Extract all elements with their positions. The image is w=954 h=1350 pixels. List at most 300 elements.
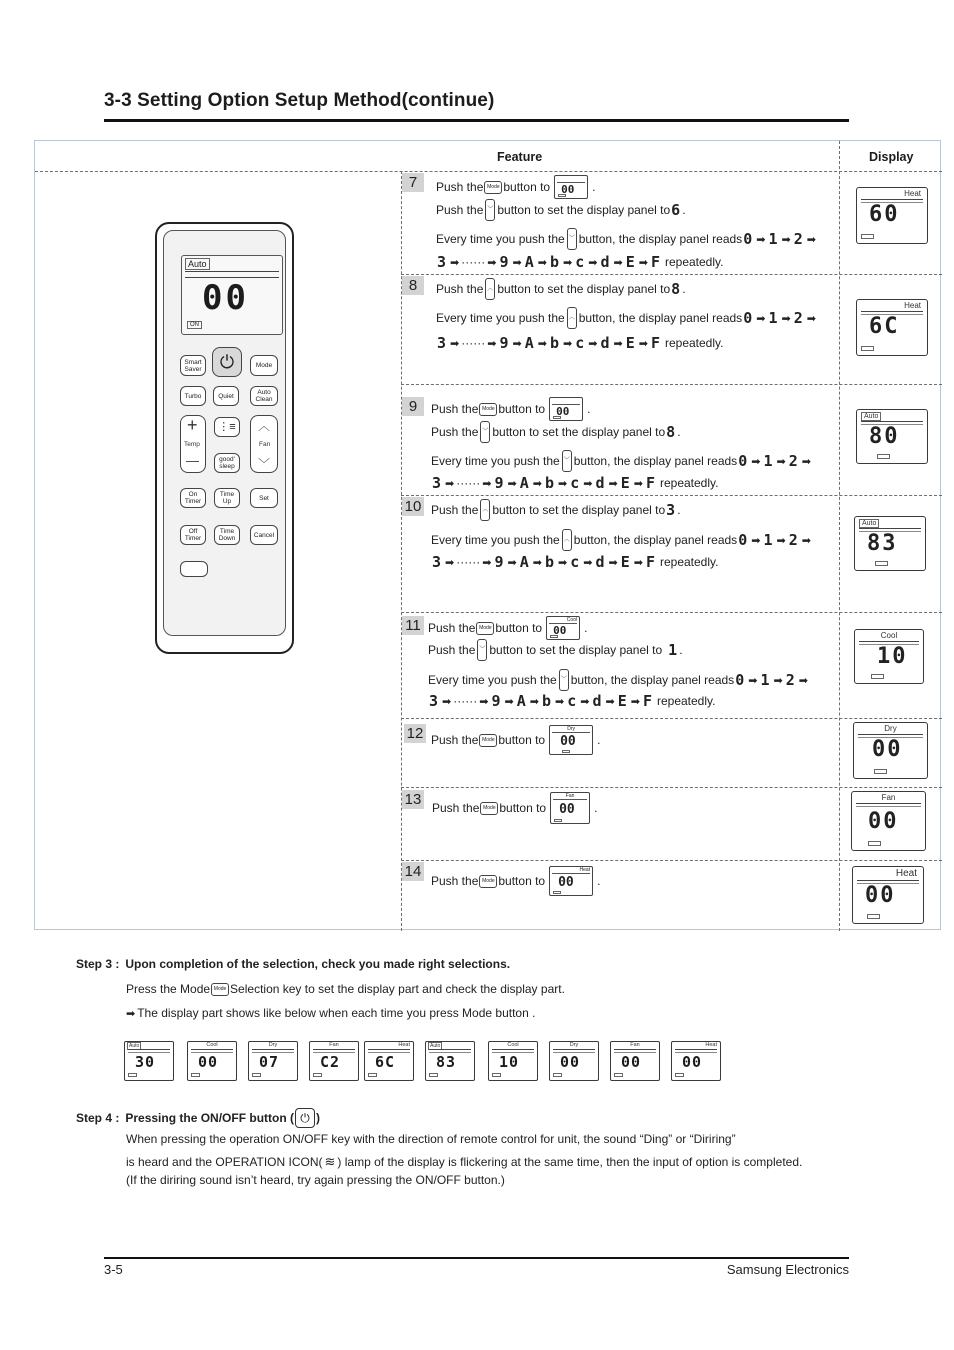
arrow-icon: ➡	[450, 337, 460, 350]
page-number: 3-5	[104, 1262, 123, 1277]
mini-value: 00	[558, 875, 574, 890]
arrow-icon: ➡	[781, 233, 791, 246]
arrow-icon: ➡	[751, 455, 761, 468]
seq-char: c	[570, 474, 581, 492]
lcd-rule	[861, 311, 923, 312]
mini-label: Heat	[579, 867, 591, 873]
row11-line4	[428, 692, 715, 710]
seq-char: 3	[429, 692, 440, 710]
lcd-rule	[861, 199, 923, 200]
swing-button[interactable]	[214, 417, 240, 437]
row7-line1	[436, 175, 595, 199]
text: button to	[503, 180, 551, 194]
text: button, the display panel reads	[573, 533, 738, 547]
step4-heading	[76, 1108, 320, 1128]
row10-line2	[431, 529, 813, 551]
row-divider	[401, 860, 942, 861]
arrow-icon: ➡	[798, 674, 808, 687]
display-label: Auto	[430, 1043, 441, 1049]
seq-char: 3	[437, 334, 448, 352]
row13-line1	[432, 792, 597, 824]
mini-display	[546, 616, 580, 640]
display-rule	[191, 1049, 233, 1050]
lcd-label: Auto	[859, 519, 879, 528]
row9-line3	[431, 450, 813, 472]
display-label: Auto	[129, 1043, 140, 1049]
seq-char: E	[625, 253, 636, 271]
step4-line3: (If the diriring sound isn’t heard, try again pressing the ON/OFF button.)	[126, 1173, 505, 1187]
lcd-label: Auto	[861, 412, 881, 421]
row10-line3	[431, 553, 718, 571]
text: Push the	[431, 733, 479, 747]
page-title: 3-3 Setting Option Setup Method(continue)	[104, 90, 495, 111]
step4-title-b: )	[316, 1111, 321, 1125]
text: button, the display panel reads	[578, 232, 743, 246]
display-row8	[856, 299, 928, 356]
step3-display	[309, 1041, 359, 1081]
seq-char: b	[541, 692, 552, 710]
seq-char: A	[516, 692, 527, 710]
lcd-value: 83	[867, 531, 898, 556]
display-label: Dry	[569, 1042, 579, 1048]
lcd-label: Cool	[880, 631, 898, 640]
turbo-button[interactable]: Turbo	[180, 386, 206, 406]
seq-char: 2	[793, 230, 804, 248]
company-name: Samsung Electronics	[726, 1262, 849, 1277]
arrow-icon: ➡	[557, 556, 568, 569]
seq-char: E	[617, 692, 628, 710]
display-rule	[429, 1049, 471, 1050]
arrow-icon: ➡	[588, 337, 598, 350]
arrow-icon: ➡	[507, 477, 517, 490]
footer-rule	[104, 1257, 849, 1259]
mini-value: 00	[559, 802, 575, 817]
fan-up-key-icon: ︿	[562, 529, 572, 551]
quiet-button[interactable]: Quiet	[213, 386, 239, 406]
lcd-rule	[859, 528, 921, 529]
lcd-rule	[857, 880, 919, 881]
seq-char: d	[595, 553, 606, 571]
display-rule	[313, 1049, 355, 1050]
arrow-icon: ➡	[773, 674, 783, 687]
lcd-rule	[856, 806, 921, 807]
arrow-icon: ➡	[630, 695, 640, 708]
step3-display	[124, 1041, 174, 1081]
mode-key-icon: Mode	[479, 734, 497, 747]
row8-line1: Push the ︿ button to set the display panel to 8 .	[436, 280, 686, 298]
row-number: 11	[402, 616, 424, 635]
arrow-icon: ➡	[504, 695, 514, 708]
fan-label: Fan	[259, 441, 271, 448]
seq-char: b	[544, 474, 555, 492]
lcd-label: Heat	[904, 301, 921, 310]
lcd-rule	[858, 734, 923, 735]
step3-display	[488, 1041, 538, 1081]
dots: ······	[461, 255, 486, 269]
mini-value: 00	[560, 734, 576, 749]
row11-line2: Push the ﹀ button to set the display panel to 1 .	[428, 641, 683, 659]
row-divider	[401, 384, 942, 385]
mini-tag	[554, 819, 562, 822]
text: Every time you push the	[431, 454, 560, 468]
mini-tag	[558, 194, 566, 197]
text: Every time you push the	[431, 533, 560, 547]
fan-up-icon[interactable]: ︿	[258, 419, 271, 433]
arrow-icon: ➡	[554, 695, 565, 708]
arrow-icon: ➡	[748, 674, 758, 687]
mini-display	[550, 792, 590, 824]
arrow-icon: ➡	[537, 337, 547, 350]
screen-rule	[185, 271, 279, 272]
step3-display	[364, 1041, 414, 1081]
row9-line1	[431, 397, 590, 421]
lcd-tag	[875, 561, 888, 566]
display-row9	[856, 409, 928, 464]
lcd-tag	[877, 454, 890, 459]
fan-down-key-icon: ﹀	[567, 228, 577, 250]
display-tag	[128, 1073, 137, 1077]
seq-char: 3	[437, 253, 448, 271]
seq-char: b	[549, 253, 560, 271]
fan-up-key-icon: ︿	[480, 499, 490, 521]
row9-line2: Push the ﹀ button to set the display panel to 8 .	[431, 423, 681, 441]
display-row12	[853, 722, 928, 779]
mini-value: 00	[553, 624, 567, 637]
row8-line2	[436, 307, 818, 329]
display-value: 00	[198, 1053, 219, 1071]
lcd-value: 6C	[869, 314, 900, 339]
mode-key-icon: Mode	[479, 403, 497, 416]
text: button to set the display panel to	[497, 282, 671, 296]
seq-char: 0	[743, 309, 754, 327]
seq-char: 9	[494, 553, 505, 571]
text: button, the display panel reads	[573, 454, 738, 468]
arrow-icon: ➡	[557, 477, 568, 490]
arrow-icon: ➡	[633, 477, 643, 490]
arrow-icon: ➡	[532, 477, 542, 490]
mini-label: Cool	[566, 617, 578, 623]
mini-display	[554, 175, 588, 199]
text: button to	[498, 733, 546, 747]
text: repeatedly.	[659, 555, 719, 569]
lcd-value: 10	[877, 644, 908, 669]
temp-minus[interactable]: —	[186, 453, 199, 468]
seq-char: E	[625, 334, 636, 352]
mini-tag	[562, 750, 570, 753]
display-tag	[252, 1073, 261, 1077]
text: button to	[498, 402, 546, 416]
row-number: 9	[402, 397, 424, 416]
seq-char: 0	[743, 230, 754, 248]
display-value: 6C	[375, 1053, 396, 1071]
set-value: 1	[668, 641, 679, 659]
text: Push the	[431, 874, 479, 888]
mini-rule	[553, 799, 587, 800]
step3-display	[425, 1041, 475, 1081]
seq-char: d	[600, 253, 611, 271]
row7-line4	[436, 253, 723, 271]
mini-label: Fan	[565, 793, 575, 799]
step4-line1: When pressing the operation ON/OFF key with the direction of remote control for unit, the sound “Ding” or “Diriring”	[126, 1132, 736, 1146]
arrow-icon: ➡	[445, 477, 455, 490]
arrow-icon: ➡	[605, 695, 615, 708]
display-tag	[614, 1073, 623, 1077]
smart-saver-button[interactable]: Smart Saver	[180, 355, 206, 376]
display-rule	[614, 1049, 656, 1050]
arrow-icon: ➡	[608, 477, 618, 490]
blank-button[interactable]	[180, 561, 208, 577]
dots: ······	[456, 476, 481, 490]
arrow-icon: ➡	[507, 556, 517, 569]
mini-rule	[552, 873, 590, 874]
arrow-icon: ➡	[583, 556, 593, 569]
text: button to set the display panel to	[492, 425, 666, 439]
row-number: 10	[402, 497, 424, 516]
off-timer-button[interactable]: Off Timer	[180, 525, 206, 545]
display-label: Fan	[329, 1042, 339, 1048]
step3-line1	[126, 982, 565, 996]
seq-char: 2	[788, 531, 799, 549]
header-divider	[35, 171, 942, 172]
on-timer-button[interactable]: On Timer	[180, 488, 206, 508]
display-row11	[854, 629, 924, 684]
arrow-icon: ➡	[512, 337, 522, 350]
text: Push the	[431, 503, 479, 517]
display-value: C2	[320, 1053, 341, 1071]
text: Push the	[428, 621, 476, 635]
fan-up-key-icon: ︿	[567, 307, 577, 329]
seq-char: d	[600, 334, 611, 352]
step3-display	[610, 1041, 660, 1081]
step3-display	[187, 1041, 237, 1081]
seq-char: 1	[760, 671, 771, 689]
text: button, the display panel reads	[578, 311, 743, 325]
row-divider	[401, 274, 942, 275]
mode-button[interactable]: Mode	[250, 355, 278, 376]
lcd-tag	[861, 346, 874, 351]
arrow-icon: ➡	[445, 556, 455, 569]
display-label: Dry	[268, 1042, 278, 1048]
set-value: 6	[671, 201, 682, 219]
arrow-icon: ➡	[756, 312, 766, 325]
seq-char: c	[570, 553, 581, 571]
fan-down-key-icon: ﹀	[485, 199, 495, 221]
set-button[interactable]: Set	[250, 488, 278, 508]
lcd-value: 00	[872, 737, 903, 762]
text: .	[597, 733, 601, 747]
step3-title: Upon completion of the selection, check you made right selections.	[125, 957, 511, 971]
power-icon: ⏻	[219, 351, 235, 372]
seq-char: 2	[793, 309, 804, 327]
step4-label: Step 4 :	[76, 1111, 120, 1125]
text: Every time you push the	[436, 232, 565, 246]
text: is heard and the OPERATION ICON(	[126, 1155, 323, 1169]
seq-char: 9	[491, 692, 502, 710]
text: Push the	[431, 402, 479, 416]
mini-rule	[552, 732, 590, 733]
arrow-icon: ➡	[613, 337, 623, 350]
display-tag	[191, 1073, 200, 1077]
fan-down-key-icon: ﹀	[480, 421, 490, 443]
lcd-tag	[871, 674, 884, 679]
text: Push the	[428, 643, 476, 657]
seq-char: d	[595, 474, 606, 492]
text: button, the display panel reads	[570, 673, 735, 687]
row7-line2: Push the ﹀ button to set the display panel to 6 .	[436, 201, 686, 219]
row11-line1	[428, 616, 587, 640]
temp-plus[interactable]: +	[187, 415, 198, 435]
lcd-label: Dry	[884, 724, 897, 733]
fan-down-icon[interactable]: ﹀	[258, 457, 271, 471]
display-tag	[492, 1073, 501, 1077]
seq-char: c	[567, 692, 578, 710]
swing-icon: ⋮≡	[218, 420, 236, 433]
seq-char: 9	[499, 253, 510, 271]
row7-line3	[436, 228, 818, 250]
row14-line1	[431, 866, 600, 896]
text: Push the	[436, 282, 484, 296]
display-row13	[851, 791, 926, 851]
row12-line1	[431, 725, 600, 755]
seq-char: 1	[763, 531, 774, 549]
seq-char: F	[645, 553, 656, 571]
row-divider	[401, 612, 942, 613]
fan-up-key-icon: ︿	[485, 278, 495, 300]
lcd-tag	[868, 841, 881, 846]
display-value: 30	[135, 1053, 156, 1071]
row10-line1: Push the ︿ button to set the display panel to 3 .	[431, 501, 681, 519]
remote-screen-mode: Auto	[185, 258, 210, 270]
seq-char: 3	[432, 474, 443, 492]
lcd-tag	[861, 234, 874, 239]
row9-line4	[431, 474, 718, 492]
seq-char: 9	[494, 474, 505, 492]
arrow-icon: ➡	[442, 695, 452, 708]
mini-label: Dry	[567, 726, 575, 732]
fan-down-key-icon: ﹀	[559, 669, 569, 691]
lcd-value: 60	[869, 202, 900, 227]
seq-char: 0	[738, 452, 749, 470]
power-button[interactable]	[212, 347, 242, 377]
display-value: 00	[621, 1053, 642, 1071]
mode-key-icon: Mode	[211, 983, 229, 996]
text: ) lamp of the display is flickering at the same time, then the input of option is completed.	[337, 1155, 803, 1169]
arrow-icon: ➡	[482, 477, 492, 490]
text: Push the	[432, 801, 480, 815]
seq-char: A	[524, 334, 535, 352]
display-value: 00	[560, 1053, 581, 1071]
arrow-icon: ➡	[583, 477, 593, 490]
seq-char: F	[650, 334, 661, 352]
row-divider	[401, 495, 942, 496]
lcd-value: 00	[865, 883, 896, 908]
col-divider-right	[839, 141, 840, 931]
arrow-icon: ➡	[126, 1007, 136, 1020]
row-number: 12	[404, 724, 426, 743]
display-value: 00	[682, 1053, 703, 1071]
text: Press the Mode	[126, 982, 211, 996]
time-down-button[interactable]: Time Down	[214, 525, 240, 545]
display-tag	[313, 1073, 322, 1077]
row-divider	[401, 718, 942, 719]
text: Push the	[431, 425, 479, 439]
arrow-icon: ➡	[776, 534, 786, 547]
row-number: 7	[402, 173, 424, 192]
row11-line3	[428, 669, 810, 691]
seq-char: 2	[785, 671, 796, 689]
seq-char: F	[650, 253, 661, 271]
text: button to	[498, 874, 546, 888]
lcd-tag	[867, 914, 880, 919]
arrow-icon: ➡	[562, 337, 573, 350]
dots: ······	[456, 555, 481, 569]
header-feature: Feature	[497, 150, 543, 164]
display-tag	[553, 1073, 562, 1077]
seq-char: 3	[432, 553, 443, 571]
seq-char: A	[524, 253, 535, 271]
arrow-icon: ➡	[487, 256, 497, 269]
arrow-icon: ➡	[781, 312, 791, 325]
seq-char: 1	[768, 309, 779, 327]
arrow-icon: ➡	[482, 556, 492, 569]
arrow-icon: ➡	[537, 256, 547, 269]
text: button to	[495, 621, 543, 635]
arrow-icon: ➡	[801, 534, 811, 547]
remote-body	[163, 230, 286, 636]
mini-display	[549, 725, 593, 755]
text: .	[592, 180, 596, 194]
display-label: Cool	[507, 1042, 519, 1048]
lcd-rule	[856, 803, 921, 804]
display-tag	[675, 1073, 684, 1077]
row8-line3	[436, 334, 723, 352]
good-sleep-button[interactable]: good' sleep	[214, 453, 240, 473]
time-up-button[interactable]: Time Up	[214, 488, 240, 508]
mini-tag	[550, 635, 558, 638]
display-rule	[675, 1049, 717, 1050]
step3-display	[549, 1041, 599, 1081]
display-value: 07	[259, 1053, 280, 1071]
arrow-icon: ➡	[580, 695, 590, 708]
auto-clean-button[interactable]: Auto Clean	[250, 386, 278, 406]
text: .	[594, 801, 598, 815]
row-number: 8	[402, 276, 424, 295]
arrow-icon: ➡	[588, 256, 598, 269]
seq-char: b	[544, 553, 555, 571]
mode-key-icon: Mode	[480, 802, 498, 815]
mini-tag	[553, 891, 561, 894]
row-divider	[401, 787, 942, 788]
text: button to set the display panel to	[492, 503, 666, 517]
set-value: 8	[666, 423, 677, 441]
row-number: 14	[402, 862, 424, 881]
lcd-value: 00	[868, 809, 899, 834]
remote-screen-on: ON	[187, 321, 202, 329]
display-tag	[429, 1073, 438, 1077]
seq-char: d	[592, 692, 603, 710]
display-row14	[852, 866, 924, 924]
arrow-icon: ➡	[756, 233, 766, 246]
mini-display	[549, 397, 583, 421]
dots: ······	[453, 694, 478, 708]
text: The display part shows like below when each time you press Mode button .	[137, 1006, 536, 1020]
remote-control	[155, 222, 294, 654]
display-row10	[854, 516, 926, 571]
cancel-button[interactable]: Cancel	[250, 525, 278, 545]
set-value: 8	[671, 280, 682, 298]
display-label: Heat	[705, 1042, 717, 1048]
arrow-icon: ➡	[450, 256, 460, 269]
